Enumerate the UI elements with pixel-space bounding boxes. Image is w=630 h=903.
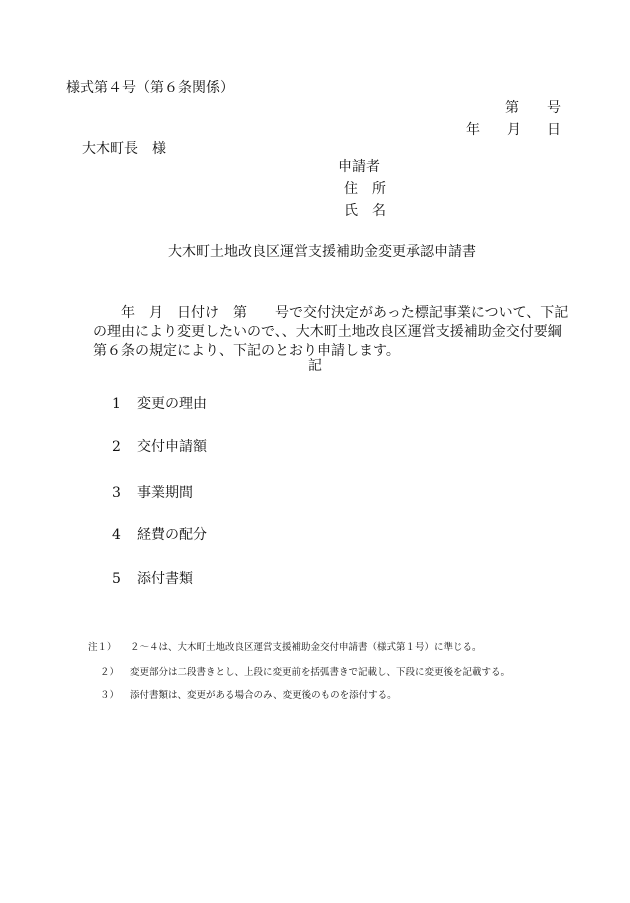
item-number: 5	[112, 571, 121, 587]
note-text: ２～４は、大木町土地改良区運営支援補助金交付申請書（様式第１号）に準じる。	[130, 642, 482, 653]
item-label: 事業期間	[137, 485, 193, 501]
item-number: 3	[112, 485, 121, 501]
body-paragraph	[93, 304, 569, 361]
document-title: 大木町土地改良区運営支援補助金変更承認申請書	[168, 244, 476, 260]
date-month: 月	[507, 122, 521, 138]
applicant-name: 氏 名	[344, 203, 386, 219]
item-label: 添付書類	[137, 571, 193, 587]
item-label: 変更の理由	[137, 396, 207, 412]
doc-number-suffix: 号	[547, 100, 561, 116]
applicant-label: 申請者	[338, 159, 380, 175]
note-text: 変更部分は二段書きとし、上段に変更前を括弧書きで記載し、下段に変更後を記載する。	[130, 667, 511, 678]
note-number: ２）	[100, 667, 120, 678]
body-line: 第６条の規定により、下記のとおり申請します。	[93, 343, 400, 359]
item-number: 2	[112, 439, 121, 455]
item-label: 経費の配分	[137, 527, 207, 543]
note-number: 注１）	[88, 642, 117, 653]
form-label: 様式第４号（第６条関係）	[66, 80, 234, 96]
item-number: 1	[112, 396, 121, 412]
date-day: 日	[547, 122, 561, 138]
applicant-address: 住 所	[344, 181, 386, 197]
doc-number-prefix: 第	[505, 100, 519, 116]
body-line: 年 月 日付け 第 号で交付決定があった標記事業について、下記	[121, 305, 569, 321]
ki-heading: 記	[308, 358, 322, 374]
body-line: の理由により変更したいので、、大木町土地改良区運営支援補助金交付要綱	[93, 324, 562, 340]
note-text: 添付書類は、変更がある場合のみ、変更後のものを添付する。	[130, 690, 397, 701]
addressee: 大木町長 様	[82, 141, 166, 157]
item-number: 4	[112, 527, 121, 543]
note-number: ３）	[100, 690, 120, 701]
date-year: 年	[466, 122, 480, 138]
item-label: 交付申請額	[137, 439, 207, 455]
